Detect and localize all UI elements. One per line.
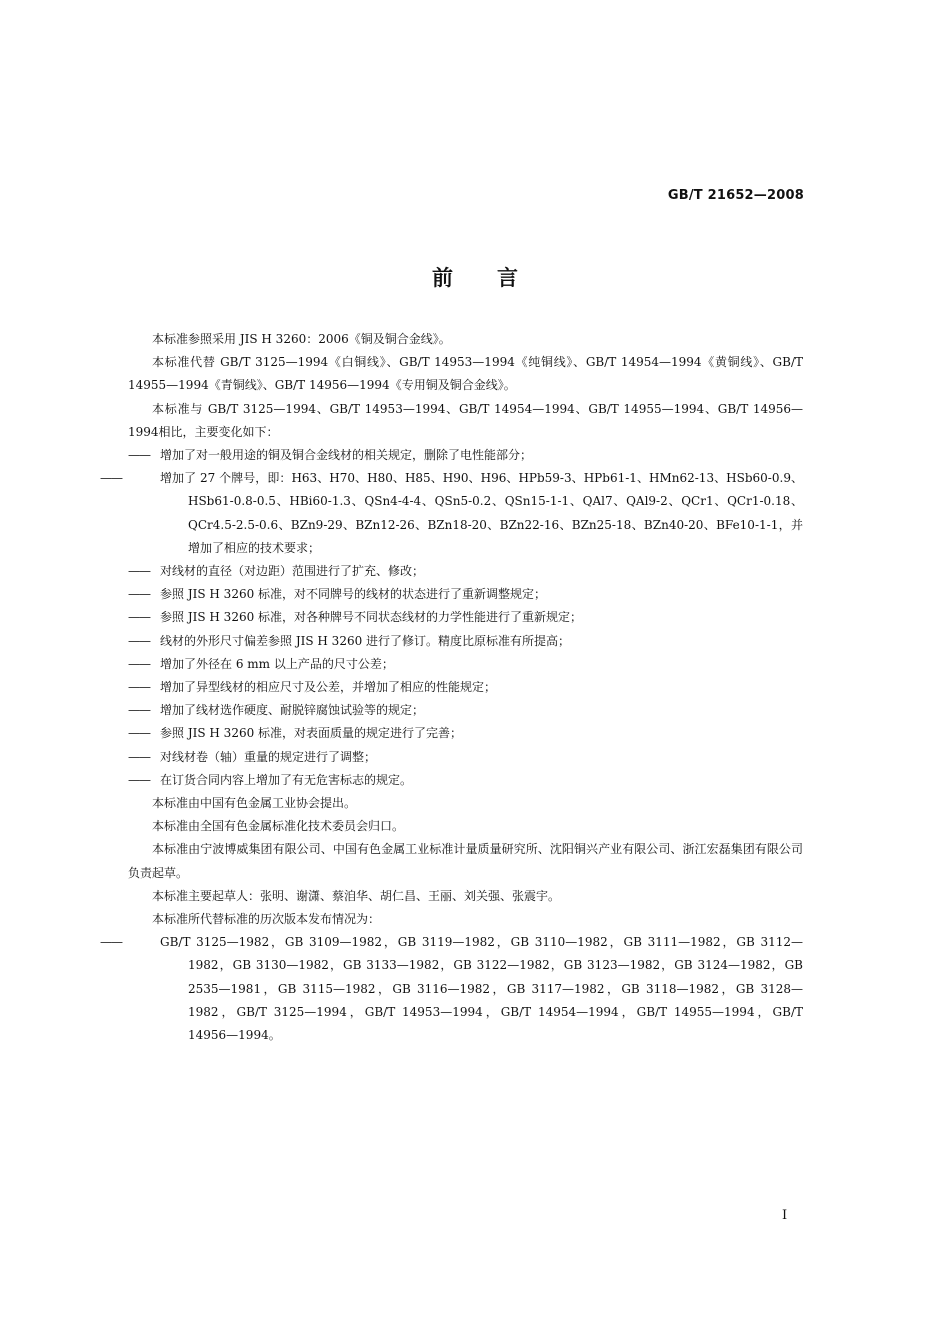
change-item: —— 参照 JIS H 3260 标准，对表面质量的规定进行了完善； xyxy=(160,722,803,745)
paragraph-drafting-units: 本标准由宁波博威集团有限公司、中国有色金属工业标准计量质量研究所、沈阳铜兴产业有限公司、浙江宏磊集团有限公司负责起草。 xyxy=(128,842,803,880)
change-item: —— 增加了线材选作硬度、耐脱锌腐蚀试验等的规定； xyxy=(160,699,803,722)
change-item: —— 线材的外形尺寸偏差参照 JIS H 3260 进行了修订。精度比原标准有所提高； xyxy=(160,630,803,653)
change-item: —— 对线材的直径（对边距）范围进行了扩充、修改； xyxy=(160,560,803,583)
paragraph-committee: 本标准由全国有色金属标准化技术委员会归口。 xyxy=(152,819,405,834)
paragraph-replaces: 本标准代替 GB/T 3125—1994《白铜线》、GB/T 14953—1994《纯铜线》、GB/T 14954—1994《黄铜线》、GB/T 14955—1994《青铜线》、GB/T 14956—1994《专用铜及铜合金线》。 xyxy=(128,355,803,393)
paragraph-changes-intro: 本标准与 GB/T 3125—1994、GB/T 14953—1994、GB/T 14954—1994、GB/T 14955—1994、GB/T 14956—1994相比，主要变化如下： xyxy=(128,401,803,439)
paragraph-history-intro: 本标准所代替标准的历次版本发布情况为： xyxy=(152,912,381,927)
change-item: —— 增加了 27 个牌号，即：H63、H70、H80、H85、H90、H96、HPb59-3、HPb61-1、HMn62-13、HSb60-0.9、HSb61-0.8-0.5、HBi60-1.3、QSn4-4-4、QSn5-0.2、QSn15-1-1、QAl7、QAl9-2、QCr1、QCr1-0.18、QCr4.5-2.5-0.6、BZn9-29、BZn12-26、BZn18-20、BZn22-16、BZn25-18、BZn40-20、BFe10-1-1，并增加了相应的技术要求； xyxy=(160,467,803,560)
change-item: —— 对线材卷（轴）重量的规定进行了调整； xyxy=(160,746,803,769)
paragraph-proposer: 本标准由中国有色金属工业协会提出。 xyxy=(152,796,357,811)
change-item: —— 增加了外径在 6 mm 以上产品的尺寸公差； xyxy=(160,653,803,676)
paragraph-drafters: 本标准主要起草人：张明、谢潇、蔡洎华、胡仁昌、王丽、刘关强、张震宇。 xyxy=(152,888,561,903)
change-item: —— 参照 JIS H 3260 标准，对各种牌号不同状态线材的力学性能进行了重新规定； xyxy=(160,606,803,629)
standard-code: GB/T 21652—2008 xyxy=(667,188,804,203)
history-list: —— GB/T 3125—1982，GB 3109—1982，GB 3119—1982，GB 3110—1982，GB 3111—1982，GB 3112—1982，GB 3130—1982，GB 3133—1982，GB 3122—1982，GB 3123—1982，GB 3124—1982，GB 2535—1981，GB 3115—1982，GB 3116—1982，GB 3117—1982，GB 3118—1982，GB 3128—1982，GB/T 3125—1994，GB/T 14953—1994，GB/T 14954—1994，GB/T 14955—1994，GB/T 14956—1994。 xyxy=(160,931,803,1047)
change-item: —— 参照 JIS H 3260 标准，对不同牌号的线材的状态进行了重新调整规定； xyxy=(160,583,803,606)
change-item: —— 在订货合同内容上增加了有无危害标志的规定。 xyxy=(160,769,803,792)
foreword-body xyxy=(128,328,803,1047)
page-number: I xyxy=(782,1208,788,1223)
paragraph-reference: 本标准参照采用 JIS H 3260：2006《铜及铜合金线》。 xyxy=(152,332,451,346)
page-title: 前言 xyxy=(432,265,562,290)
change-item: —— 增加了异型线材的相应尺寸及公差，并增加了相应的性能规定； xyxy=(160,676,803,699)
change-item: —— 增加了对一般用途的铜及铜合金线材的相关规定，删除了电性能部分； xyxy=(160,444,803,467)
